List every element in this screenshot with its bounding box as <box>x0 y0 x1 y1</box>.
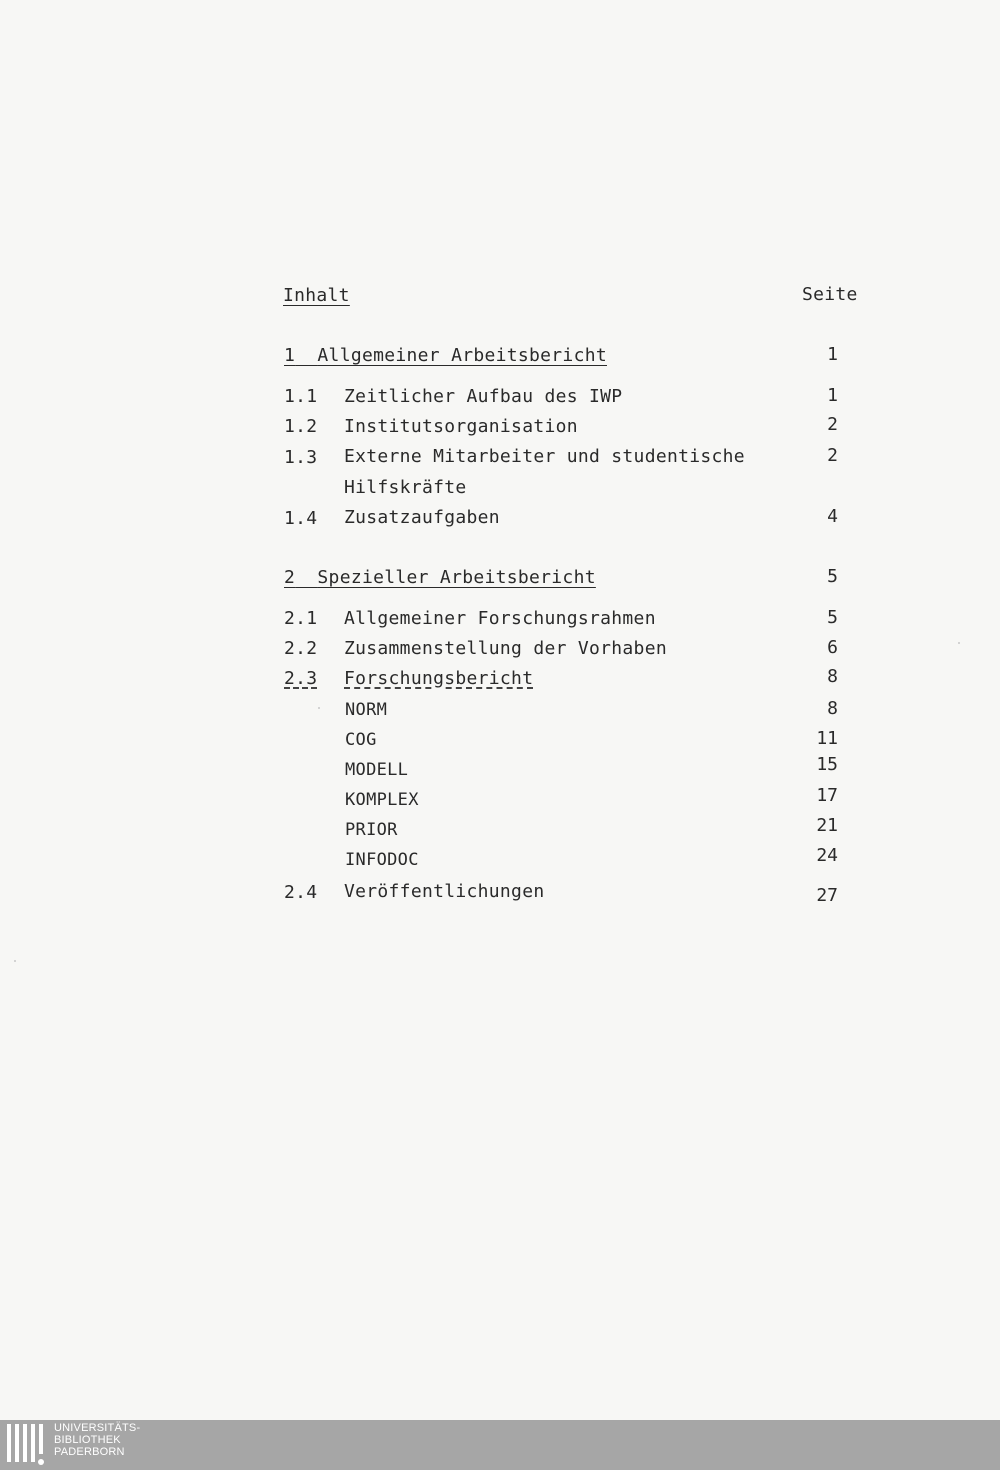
entry-title: Veröffentlichungen <box>344 881 545 902</box>
subentry-title: MODELL <box>345 760 409 780</box>
subentry-page: 11 <box>816 728 838 749</box>
entry-number: 2.2 <box>284 638 318 659</box>
entry-page: 2 <box>827 414 838 435</box>
scan-speck <box>958 642 960 644</box>
subentry-title: NORM <box>345 700 388 720</box>
section-2-heading: 2 Spezieller Arbeitsbericht <box>284 567 596 588</box>
entry-title: Forschungsbericht <box>344 668 534 689</box>
entry-title: Institutsorganisation <box>344 416 578 437</box>
subentry-title: COG <box>345 730 377 750</box>
scan-speck <box>318 707 320 709</box>
entry-title-continued: Hilfskräfte <box>344 477 467 498</box>
subentry-title: INFODOC <box>345 850 419 870</box>
library-logo-icon <box>6 1422 46 1468</box>
section-2-page: 5 <box>827 566 838 587</box>
subentry-page: 15 <box>816 754 838 775</box>
library-footer <box>0 1420 1000 1470</box>
logo-line: BIBLIOTHEK <box>54 1434 121 1446</box>
logo-line: PADERBORN <box>54 1446 125 1458</box>
library-logo-text <box>54 1422 140 1458</box>
entry-number: 2.1 <box>284 608 318 629</box>
entry-number: 1.1 <box>284 386 318 407</box>
entry-title: Zusammenstellung der Vorhaben <box>344 638 667 659</box>
entry-title: Zusatzaufgaben <box>344 507 500 528</box>
section-1-page: 1 <box>827 344 838 365</box>
entry-number: 1.2 <box>284 416 318 437</box>
scan-speck <box>14 960 16 962</box>
subentry-page: 24 <box>816 845 838 866</box>
page-column-heading: Seite <box>802 284 858 305</box>
subentry-title: KOMPLEX <box>345 790 419 810</box>
entry-title: Allgemeiner Forschungsrahmen <box>344 608 656 629</box>
entry-page: 6 <box>827 637 838 658</box>
section-1-heading: 1 Allgemeiner Arbeitsbericht <box>284 345 607 366</box>
entry-page: 2 <box>827 445 838 466</box>
subentry-page: 21 <box>816 815 838 836</box>
logo-line: UNIVERSITÄTS- <box>54 1422 141 1434</box>
entry-number: 1.4 <box>284 508 318 529</box>
entry-number: 2.4 <box>284 882 318 903</box>
entry-page: 8 <box>827 666 838 687</box>
subentry-page: 8 <box>827 698 838 719</box>
entry-number: 2.3 <box>284 668 318 689</box>
subentry-title: PRIOR <box>345 820 398 840</box>
entry-title: Zeitlicher Aufbau des IWP <box>344 386 623 407</box>
entry-number: 1.3 <box>284 447 318 468</box>
entry-page: 4 <box>827 506 838 527</box>
entry-title: Externe Mitarbeiter und studentische <box>344 446 745 467</box>
entry-page: 1 <box>827 385 838 406</box>
toc-heading: Inhalt <box>283 285 350 306</box>
subentry-page: 17 <box>816 785 838 806</box>
entry-page: 5 <box>827 607 838 628</box>
entry-page: 27 <box>816 885 838 906</box>
